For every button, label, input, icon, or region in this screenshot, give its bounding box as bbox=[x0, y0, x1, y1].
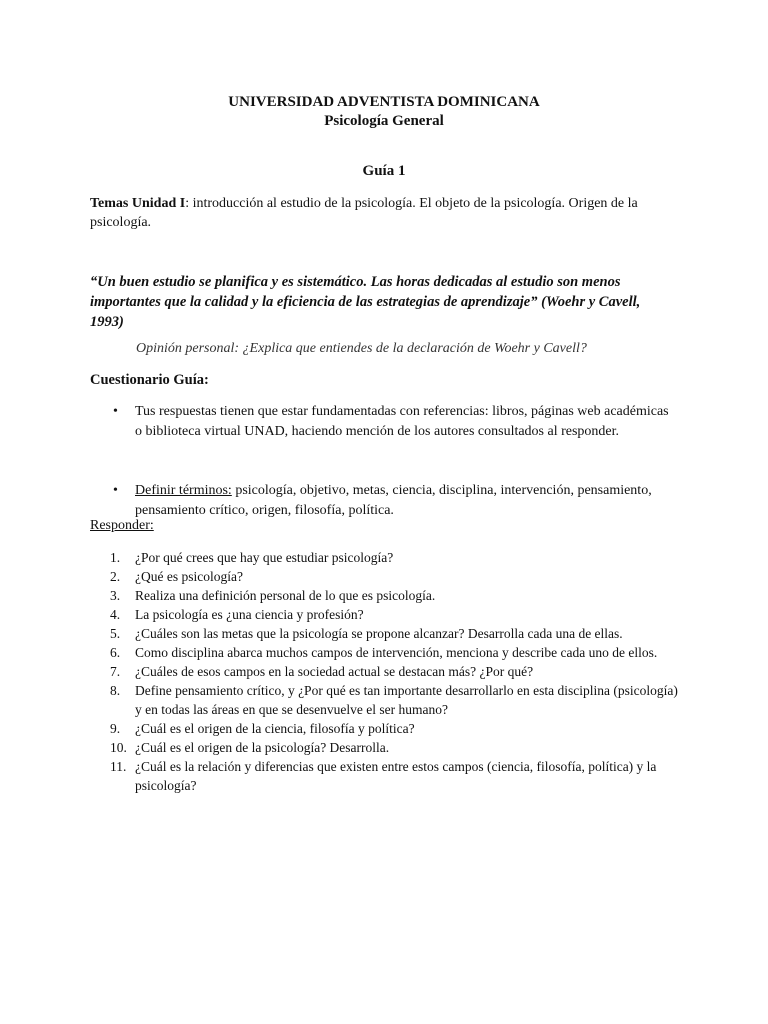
quote-paragraph: “Un buen estudio se planifica y es sistemático. Las horas dedicadas al estudio son menos importantes que la calidad y la eficiencia de las estrategias de aprendizaje” (Woehr y Cavell, 1993) bbox=[90, 274, 641, 330]
question-item bbox=[90, 624, 680, 643]
question-text: ¿Cuál es el origen de la ciencia, filosofía y política? bbox=[135, 721, 415, 736]
question-number: 6. bbox=[110, 645, 121, 660]
question-number: 3. bbox=[110, 588, 121, 603]
question-item bbox=[90, 548, 680, 567]
question-number: 9. bbox=[110, 721, 121, 736]
question-number: 4. bbox=[110, 607, 121, 622]
themes-paragraph bbox=[90, 194, 670, 232]
bullet-text bbox=[135, 481, 673, 520]
define-terms-label: Definir términos: bbox=[135, 483, 232, 498]
define-terms-text: psicología, objetivo, metas, ciencia, disciplina, intervención, pensamiento, pensamiento crítico, origen, filosofía, política. bbox=[135, 483, 652, 518]
course-title: Psicología General bbox=[324, 113, 444, 129]
question-item bbox=[90, 567, 680, 586]
question-text: Realiza una definición personal de lo que es psicología. bbox=[135, 588, 436, 603]
question-text: ¿Cuál es la relación y diferencias que existen entre estos campos (ciencia, filosofía, política) y la psicología? bbox=[135, 759, 657, 793]
question-number: 11. bbox=[110, 759, 127, 774]
question-number: 10. bbox=[110, 740, 127, 755]
question-number: 5. bbox=[110, 626, 121, 641]
opinion-prompt: Opinión personal: ¿Explica que entiendes de la declaración de Woehr y Cavell? bbox=[136, 341, 587, 356]
question-text: ¿Cuáles de esos campos en la sociedad actual se destacan más? ¿Por qué? bbox=[135, 664, 534, 679]
question-item bbox=[90, 738, 680, 757]
question-item bbox=[90, 757, 680, 795]
question-text: La psicología es ¿una ciencia y profesión? bbox=[135, 607, 364, 622]
question-text: Como disciplina abarca muchos campos de intervención, menciona y describe cada uno de ellos. bbox=[135, 645, 658, 660]
question-item bbox=[90, 681, 680, 719]
question-item bbox=[90, 586, 680, 605]
question-number: 2. bbox=[110, 569, 121, 584]
bullet-text: Tus respuestas tienen que estar fundamentadas con referencias: libros, páginas web académicas o biblioteca virtual UNAD, haciendo mención de los autores consultados al responder. bbox=[135, 404, 669, 439]
themes-label: Temas Unidad I bbox=[90, 196, 186, 211]
university-title: UNIVERSIDAD ADVENTISTA DOMINICANA bbox=[228, 94, 540, 110]
responder-label: Responder: bbox=[90, 518, 154, 533]
question-number: 7. bbox=[110, 664, 121, 679]
question-item bbox=[90, 662, 680, 681]
bullet-dot: • bbox=[113, 483, 118, 498]
question-text: Define pensamiento crítico, y ¿Por qué es tan importante desarrollarlo en esta disciplina (psicología) y en todas las áreas en que se desenvuelve el ser humano? bbox=[135, 683, 678, 717]
question-text: ¿Cuáles son las metas que la psicología se propone alcanzar? Desarrolla cada una de ellas. bbox=[135, 626, 623, 641]
themes-text: : introducción al estudio de la psicología. El objeto de la psicología. Origen de la psicología. bbox=[90, 196, 638, 230]
question-text: ¿Cuál es el origen de la psicología? Desarrolla. bbox=[135, 740, 390, 755]
question-number: 1. bbox=[110, 550, 121, 565]
question-item bbox=[90, 643, 680, 662]
bullet-dot: • bbox=[113, 404, 118, 419]
question-item bbox=[90, 719, 680, 738]
guide-title: Guía 1 bbox=[362, 163, 406, 179]
question-text: ¿Qué es psicología? bbox=[135, 569, 243, 584]
question-number: 8. bbox=[110, 683, 121, 698]
question-text: ¿Por qué crees que hay que estudiar psicología? bbox=[135, 550, 394, 565]
questions-list bbox=[90, 548, 680, 795]
questionnaire-title: Cuestionario Guía: bbox=[90, 372, 209, 388]
question-item bbox=[90, 605, 680, 624]
bullet-item bbox=[113, 481, 673, 520]
bullet-item bbox=[113, 402, 673, 441]
